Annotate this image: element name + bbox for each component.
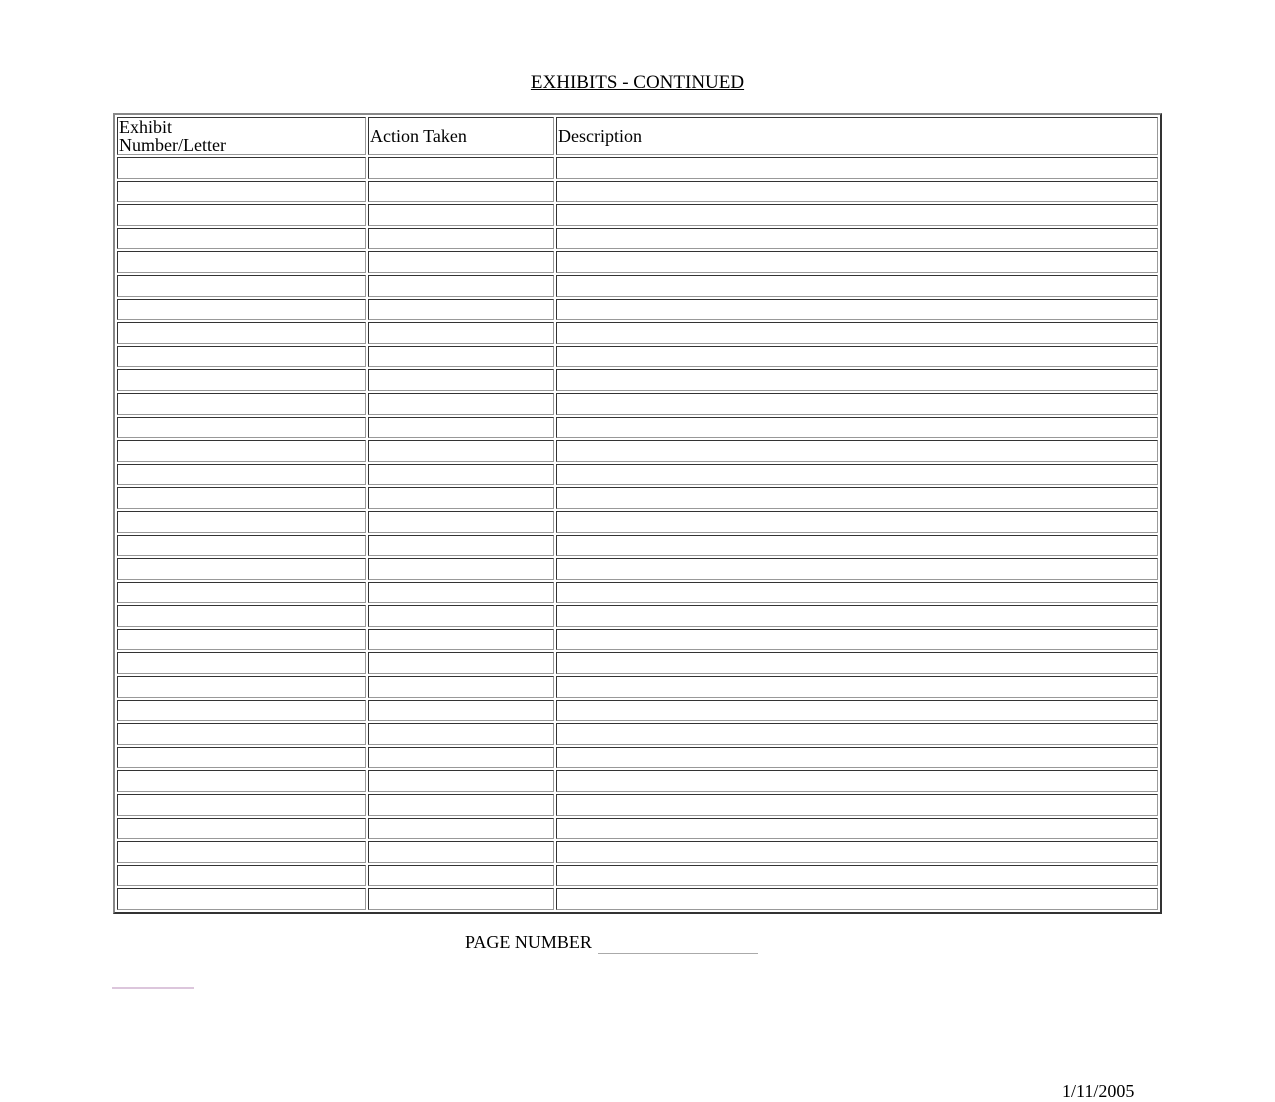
exhibit-number-cell[interactable] [117,888,366,910]
exhibit-number-cell[interactable] [117,511,366,533]
action-taken-cell[interactable] [368,204,554,226]
description-cell[interactable] [556,629,1158,651]
action-taken-cell[interactable] [368,700,554,722]
description-cell[interactable] [556,440,1158,462]
description-cell[interactable] [556,558,1158,580]
description-cell[interactable] [556,747,1158,769]
table-row [117,346,1158,368]
action-taken-cell[interactable] [368,535,554,557]
action-taken-cell[interactable] [368,181,554,203]
header-line: Number/Letter [119,135,226,155]
table-row [117,535,1158,557]
description-cell[interactable] [556,393,1158,415]
description-cell[interactable] [556,181,1158,203]
action-taken-cell[interactable] [368,723,554,745]
table-row [117,464,1158,486]
description-cell[interactable] [556,676,1158,698]
description-cell[interactable] [556,346,1158,368]
exhibit-number-cell[interactable] [117,841,366,863]
table-row [117,605,1158,627]
description-cell[interactable] [556,818,1158,840]
exhibit-number-cell[interactable] [117,369,366,391]
table-row [117,322,1158,344]
divider-line [112,987,194,989]
table-row [117,204,1158,226]
table-row [117,700,1158,722]
table-row [117,652,1158,674]
exhibit-number-cell[interactable] [117,629,366,651]
description-cell[interactable] [556,369,1158,391]
action-taken-cell[interactable] [368,417,554,439]
exhibit-number-cell[interactable] [117,770,366,792]
exhibit-number-cell[interactable] [117,440,366,462]
exhibit-number-cell[interactable] [117,723,366,745]
action-taken-cell[interactable] [368,487,554,509]
exhibit-number-cell[interactable] [117,605,366,627]
exhibit-number-cell[interactable] [117,818,366,840]
action-taken-cell[interactable] [368,582,554,604]
exhibit-number-cell[interactable] [117,417,366,439]
table-row [117,629,1158,651]
description-cell[interactable] [556,535,1158,557]
table-body [117,157,1158,910]
exhibit-number-cell[interactable] [117,393,366,415]
description-cell[interactable] [556,582,1158,604]
description-cell[interactable] [556,487,1158,509]
action-taken-cell[interactable] [368,275,554,297]
table-row [117,676,1158,698]
description-cell[interactable] [556,511,1158,533]
description-cell[interactable] [556,841,1158,863]
description-cell[interactable] [556,322,1158,344]
description-cell[interactable] [556,888,1158,910]
description-cell[interactable] [556,652,1158,674]
action-taken-cell[interactable] [368,652,554,674]
table-row [117,818,1158,840]
table-row [117,299,1158,321]
table-row [117,770,1158,792]
table-row [117,794,1158,816]
action-taken-cell[interactable] [368,511,554,533]
exhibit-number-cell[interactable] [117,794,366,816]
exhibit-number-cell[interactable] [117,157,366,179]
action-taken-cell[interactable] [368,676,554,698]
exhibit-number-cell[interactable] [117,204,366,226]
description-cell[interactable] [556,204,1158,226]
page-title: EXHIBITS - CONTINUED [530,72,745,93]
exhibit-number-cell[interactable] [117,652,366,674]
header-exhibit-number [117,117,366,155]
table-row [117,369,1158,391]
description-cell[interactable] [556,700,1158,722]
table-row [117,511,1158,533]
description-cell[interactable] [556,157,1158,179]
action-taken-cell[interactable] [368,393,554,415]
exhibit-number-cell[interactable] [117,487,366,509]
header-description: Description [556,117,1158,155]
table-row [117,393,1158,415]
exhibit-number-cell[interactable] [117,251,366,273]
action-taken-cell[interactable] [368,322,554,344]
table-row [117,558,1158,580]
action-taken-cell[interactable] [368,605,554,627]
exhibit-number-cell[interactable] [117,747,366,769]
table-header-row [117,117,1158,155]
exhibits-table [113,113,1162,914]
description-cell[interactable] [556,794,1158,816]
exhibit-number-cell[interactable] [117,275,366,297]
description-cell[interactable] [556,464,1158,486]
description-cell[interactable] [556,723,1158,745]
exhibit-number-cell[interactable] [117,228,366,250]
action-taken-cell[interactable] [368,228,554,250]
header-action-taken: Action Taken [368,117,554,155]
action-taken-cell[interactable] [368,251,554,273]
header-line: Exhibit [119,117,172,137]
exhibit-number-cell[interactable] [117,181,366,203]
table-row [117,888,1158,910]
table-row [117,440,1158,462]
table-row [117,228,1158,250]
action-taken-cell[interactable] [368,794,554,816]
exhibit-number-cell[interactable] [117,676,366,698]
exhibit-number-cell[interactable] [117,464,366,486]
action-taken-cell[interactable] [368,346,554,368]
description-cell[interactable] [556,605,1158,627]
table-row [117,417,1158,439]
exhibit-number-cell[interactable] [117,322,366,344]
description-cell[interactable] [556,228,1158,250]
table-row [117,865,1158,887]
table-row [117,275,1158,297]
action-taken-cell[interactable] [368,369,554,391]
action-taken-cell[interactable] [368,818,554,840]
exhibit-number-cell[interactable] [117,535,366,557]
description-cell[interactable] [556,275,1158,297]
exhibit-number-cell[interactable] [117,700,366,722]
document-date: 1/11/2005 [1062,1081,1135,1101]
action-taken-cell[interactable] [368,841,554,863]
table-row [117,487,1158,509]
exhibit-number-cell[interactable] [117,346,366,368]
page-number-line [465,932,758,954]
table-row [117,157,1158,179]
action-taken-cell[interactable] [368,157,554,179]
table-row [117,747,1158,769]
description-cell[interactable] [556,770,1158,792]
exhibit-number-cell[interactable] [117,865,366,887]
page-number-label: PAGE NUMBER [465,932,592,952]
action-taken-cell[interactable] [368,629,554,651]
action-taken-cell[interactable] [368,464,554,486]
action-taken-cell[interactable] [368,747,554,769]
action-taken-cell[interactable] [368,558,554,580]
action-taken-cell[interactable] [368,440,554,462]
table-row [117,582,1158,604]
page-number-blank[interactable] [598,932,758,954]
action-taken-cell[interactable] [368,888,554,910]
action-taken-cell[interactable] [368,865,554,887]
description-cell[interactable] [556,299,1158,321]
table-row [117,251,1158,273]
description-cell[interactable] [556,251,1158,273]
exhibit-number-cell[interactable] [117,558,366,580]
exhibit-number-cell[interactable] [117,582,366,604]
table-row [117,723,1158,745]
exhibit-number-cell[interactable] [117,299,366,321]
table-row [117,841,1158,863]
table-row [117,181,1158,203]
action-taken-cell[interactable] [368,299,554,321]
description-cell[interactable] [556,417,1158,439]
action-taken-cell[interactable] [368,770,554,792]
description-cell[interactable] [556,865,1158,887]
